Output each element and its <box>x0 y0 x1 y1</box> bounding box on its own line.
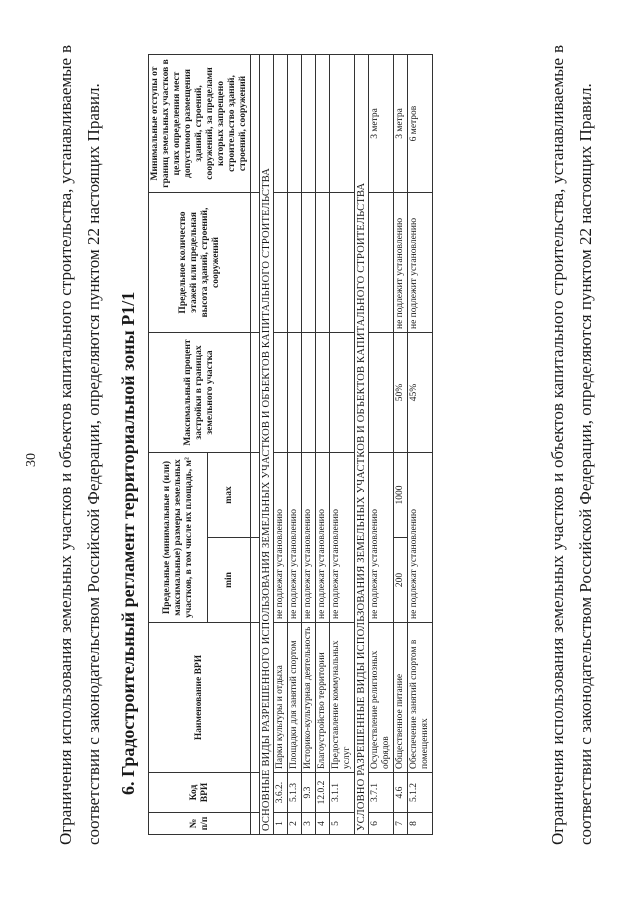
row-setback: 6 метров <box>408 55 433 193</box>
header-code: Код ВРИ <box>149 773 251 813</box>
table-row <box>288 55 302 835</box>
row-name: Площадки для занятий спортом <box>288 623 302 773</box>
header-setback: Минимальные отступы от границ земельных участков в целях определения мест допустимого размещения зданий, строений, сооружений, за пределами которых запрещено строительство зданий, строений, сооружений <box>149 55 251 193</box>
table-row <box>302 55 316 835</box>
table-row <box>274 55 288 835</box>
header-min: min <box>208 538 251 623</box>
header-row <box>149 55 208 835</box>
row-num: 1 <box>274 813 288 835</box>
table-row <box>316 55 330 835</box>
row-code: 5.1.3 <box>288 773 302 813</box>
row-name: Парки культуры и отдыха <box>274 623 288 773</box>
header-size: Предельные (минимальные и (или) максимальные) размеры земельных участков, в том числе их площадь, м² <box>149 453 208 623</box>
section-conditional: УСЛОВНО РАЗРЕШЕННЫЕ ВИДЫ ИСПОЛЬЗОВАНИЯ ЗЕМЕЛЬНЫХ УЧАСТКОВ И ОБЪЕКТОВ КАПИТАЛЬНОГО СТРОИТЕЛЬСТВА <box>355 55 369 835</box>
row-code: 9.3 <box>302 773 316 813</box>
table-row <box>394 55 408 835</box>
header-max: max <box>208 453 251 538</box>
section-title: 6. Градостроительный регламент территориальной зоны Р1/1 <box>118 291 138 795</box>
row-percent: 50% <box>394 333 408 453</box>
header-num: № п/п <box>149 813 251 835</box>
row-num: 6 <box>369 813 394 835</box>
table-row <box>330 55 355 835</box>
row-code: 3.7.1 <box>369 773 394 813</box>
row-num: 2 <box>288 813 302 835</box>
row-num: 3 <box>302 813 316 835</box>
row-num: 7 <box>394 813 408 835</box>
row-max: 1000 <box>394 453 408 538</box>
row-setback: 3 метра <box>369 55 394 193</box>
numbering-row <box>251 55 260 835</box>
header-name: Наименование ВРИ <box>149 623 251 773</box>
header-percent: Максимальный процент застройки в границах земельного участка <box>149 333 251 453</box>
table-row <box>369 55 394 835</box>
row-code: 4.6 <box>394 773 408 813</box>
row-code: 3.1.1 <box>330 773 355 813</box>
row-size: не подлежат установлению <box>274 453 288 623</box>
table-row <box>408 55 433 835</box>
row-name: Общественное питание <box>394 623 408 773</box>
row-code: 3.6.2. <box>274 773 288 813</box>
row-code: 5.1.2 <box>408 773 433 813</box>
row-name: Историко-культурная деятельность <box>302 623 316 773</box>
row-min: 200 <box>394 538 408 623</box>
row-size: не подлежат установлению <box>316 453 330 623</box>
row-size: не подлежат установлению <box>288 453 302 623</box>
row-name: Предоставление коммунальных услуг <box>330 623 355 773</box>
row-size: не подлежат установлению <box>369 453 394 623</box>
row-name: Благоустройство территории <box>316 623 330 773</box>
header-floors: Предельное количество этажей или предельная высота зданий, строений, сооружений <box>149 193 251 333</box>
row-name: Осуществление религиозных обрядов <box>369 623 394 773</box>
paragraph-bottom: Ограничения использования земельных участков и объектов капитального строительства, устанавливаемые в соответствии с законодательством Российской Федерации, определяются пунктом 22 настоящих Правил. <box>548 45 595 845</box>
row-code: 12.0.2 <box>316 773 330 813</box>
row-floors: не подлежит установлению <box>394 193 408 333</box>
row-num: 5 <box>330 813 355 835</box>
section-main: ОСНОВНЫЕ ВИДЫ РАЗРЕШЕННОГО ИСПОЛЬЗОВАНИЯ ЗЕМЕЛЬНЫХ УЧАСТКОВ И ОБЪЕКТОВ КАПИТАЛЬНОГО СТРОИТЕЛЬСТВА <box>260 55 274 835</box>
paragraph-top: Ограничения использования земельных участков и объектов капитального строительства, устанавливаемые в соответствии с законодательством Российской Федерации, определяются пунктом 22 настоящих Правил. <box>56 45 103 845</box>
row-num: 8 <box>408 813 433 835</box>
row-percent: 45% <box>408 333 433 453</box>
section-row-conditional <box>355 55 369 835</box>
row-size: не подлежат установлению <box>302 453 316 623</box>
row-size: не подлежат установлению <box>330 453 355 623</box>
row-num: 4 <box>316 813 330 835</box>
row-name: Обеспечение занятий спортом в помещениях <box>408 623 433 773</box>
page-number: 30 <box>24 453 39 467</box>
row-floors: не подлежит установлению <box>408 193 433 333</box>
row-size: не подлежат установлению <box>408 453 433 623</box>
section-row-main <box>260 55 274 835</box>
regulation-table <box>148 54 433 835</box>
row-setback: 3 метра <box>394 55 408 193</box>
